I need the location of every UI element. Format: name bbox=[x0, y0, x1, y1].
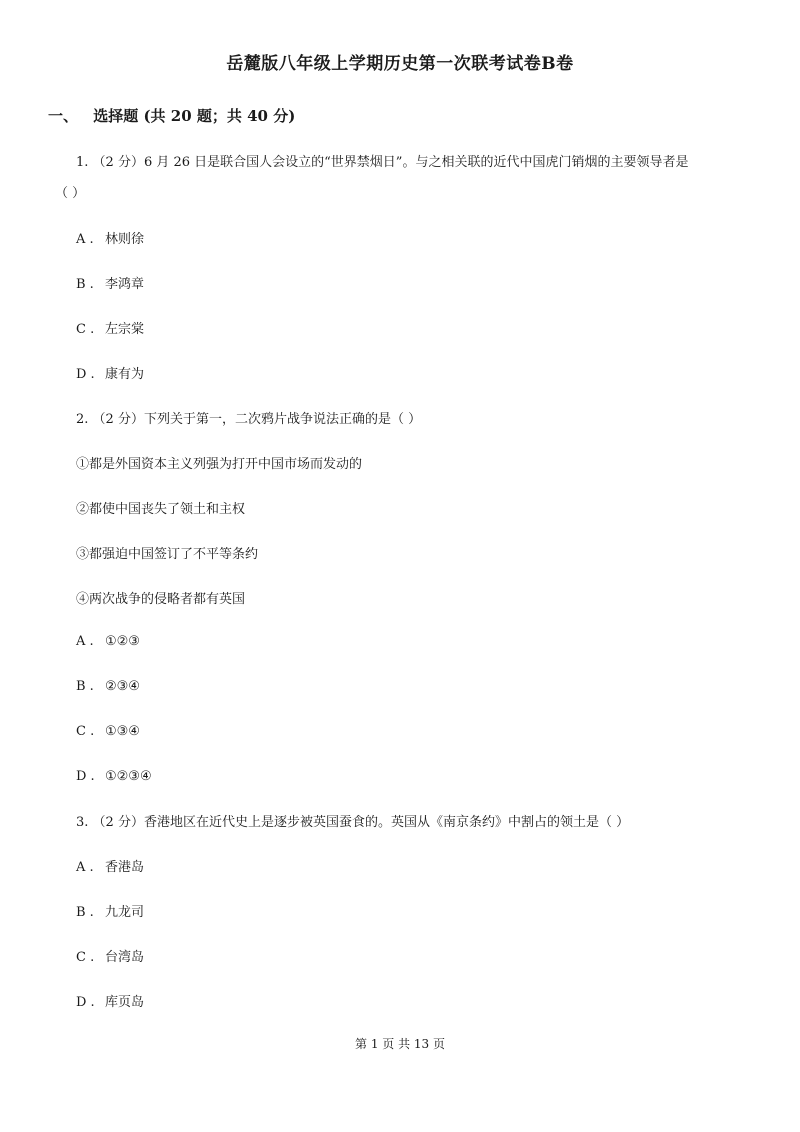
option-text: 九龙司 bbox=[105, 905, 145, 920]
option-text: 左宗棠 bbox=[105, 322, 145, 337]
option-letter: C . bbox=[76, 724, 95, 739]
question-3-stem: 3. （2 分）香港地区在近代史上是逐步被英国蚕食的。英国从《南京条约》中割占的领土是（ ） bbox=[76, 815, 630, 830]
option-letter: A . bbox=[76, 232, 94, 247]
question-1-option-c bbox=[76, 318, 144, 337]
option-text: ①②③ bbox=[105, 634, 140, 649]
option-text: ①②③④ bbox=[105, 769, 152, 784]
page-footer: 第 1 页 共 13 页 bbox=[355, 1037, 445, 1051]
option-letter: D . bbox=[76, 769, 95, 784]
question-2-option-a bbox=[76, 634, 140, 649]
option-letter: D . bbox=[76, 367, 95, 382]
question-1-option-b bbox=[76, 273, 144, 292]
question-2-statement-4: ④两次战争的侵略者都有英国 bbox=[76, 592, 246, 607]
option-letter: C . bbox=[76, 322, 95, 337]
option-letter: D . bbox=[76, 995, 95, 1010]
section-label: 选择题 (共 20 题；共 40 分) bbox=[93, 107, 296, 125]
option-letter: C . bbox=[76, 950, 95, 965]
option-text: ②③④ bbox=[105, 679, 140, 694]
question-2-option-b bbox=[76, 679, 140, 694]
question-2-statement-1: ①都是外国资本主义列强为打开中国市场而发动的 bbox=[76, 457, 363, 472]
section-number: 一、 bbox=[48, 107, 79, 125]
option-letter: B . bbox=[76, 679, 94, 694]
option-text: 库页岛 bbox=[105, 995, 145, 1010]
question-3-option-a bbox=[76, 856, 144, 875]
question-3-option-d bbox=[76, 991, 144, 1010]
question-1-stem: 1. （2 分）6 月 26 日是联合国人会设立的“世界禁烟日”。与之相关联的近代中国虎门销烟的主要领导者是 bbox=[76, 155, 689, 170]
question-1-option-d bbox=[76, 363, 144, 382]
option-text: 香港岛 bbox=[105, 860, 145, 875]
question-1-stem-continuation: （ ） bbox=[55, 186, 86, 201]
option-text: ①③④ bbox=[105, 724, 140, 739]
question-2-statement-3: ③都强迫中国签订了不平等条约 bbox=[76, 547, 259, 562]
option-text: 李鸿章 bbox=[105, 277, 145, 292]
option-text: 康有为 bbox=[105, 367, 145, 382]
option-letter: B . bbox=[76, 277, 94, 292]
page-title: 岳麓版八年级上学期历史第一次联考试卷B卷 bbox=[226, 54, 574, 74]
question-1-option-a bbox=[76, 228, 144, 247]
option-text: 台湾岛 bbox=[105, 950, 145, 965]
question-3-option-b bbox=[76, 901, 144, 920]
question-2-option-d bbox=[76, 769, 152, 784]
option-letter: A . bbox=[76, 860, 94, 875]
option-letter: A . bbox=[76, 634, 94, 649]
question-2-option-c bbox=[76, 724, 140, 739]
question-2-statement-2: ②都使中国丧失了领土和主权 bbox=[76, 502, 246, 517]
question-2-stem: 2. （2 分）下列关于第一，二次鸦片战争说法正确的是（ ） bbox=[76, 412, 422, 427]
section-heading bbox=[48, 105, 295, 126]
option-letter: B . bbox=[76, 905, 94, 920]
option-text: 林则徐 bbox=[105, 232, 145, 247]
question-3-option-c bbox=[76, 946, 144, 965]
